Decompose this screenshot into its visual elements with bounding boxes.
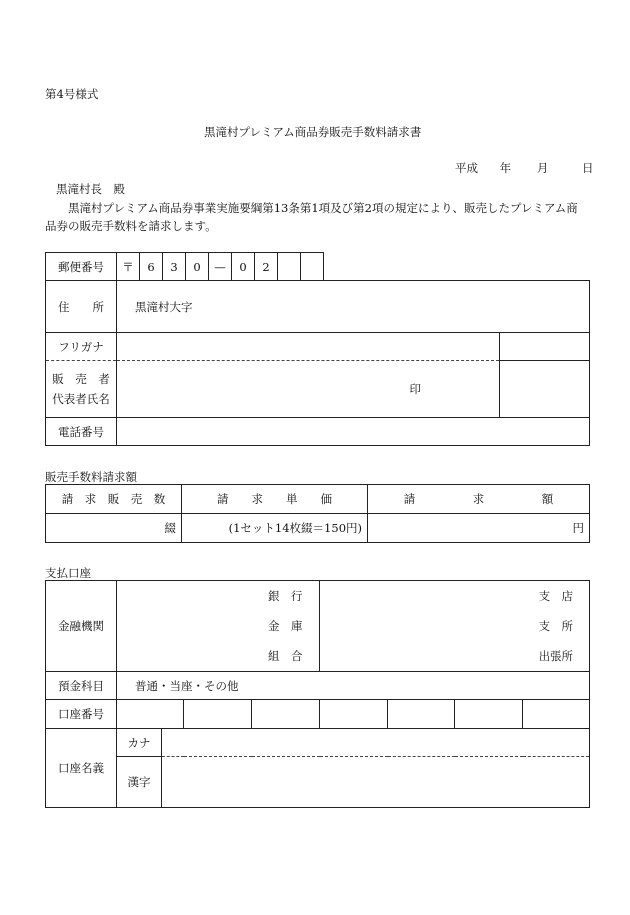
postal-digit[interactable]: 3	[163, 253, 186, 281]
seller-label-1: 販 売 者	[52, 372, 110, 386]
body-line-2: 品券の販売手数料を請求します。	[45, 219, 217, 233]
branch-name-field[interactable]	[320, 581, 523, 672]
fee-header-amount: 請 求 額	[368, 485, 590, 514]
postal-digit[interactable]: —	[209, 253, 232, 281]
date-month: 月	[536, 161, 549, 175]
account-digit[interactable]	[523, 700, 590, 729]
address-label: 住 所	[46, 281, 117, 333]
fee-section-label: 販売手数料請求額	[45, 470, 137, 484]
address-value: 黒滝村大字	[135, 299, 193, 314]
postal-digit[interactable]: 0	[186, 253, 209, 281]
postal-label: 郵便番号	[46, 253, 117, 281]
furigana-side	[500, 333, 590, 361]
addressee: 黒滝村長 殿	[56, 182, 125, 196]
fee-table	[45, 484, 590, 543]
unit-price-note: (1セット14枚綴＝150円)	[228, 521, 362, 535]
seller-side	[500, 361, 590, 418]
fee-price-cell	[182, 514, 368, 543]
bank-type-bank: 銀 行	[268, 589, 303, 603]
furigana-field[interactable]	[117, 333, 500, 361]
deposit-options: 普通・当座・その他	[135, 678, 239, 693]
postal-digit[interactable]: 0	[232, 253, 255, 281]
deposit-field[interactable]	[117, 672, 590, 700]
account-digit[interactable]	[252, 700, 320, 729]
account-digit[interactable]	[455, 700, 523, 729]
fee-header-price: 請 求 単 価	[182, 485, 368, 514]
account-table	[45, 580, 590, 808]
postal-digit[interactable]	[301, 253, 324, 281]
kanji-label: 漢字	[117, 757, 162, 808]
fee-header-count: 請 求 販 売 数	[46, 485, 182, 514]
holder-kanji-field[interactable]	[162, 757, 590, 808]
postal-digit[interactable]: 6	[140, 253, 163, 281]
branch-type-shisho: 支 所	[538, 619, 574, 633]
account-digit[interactable]	[320, 700, 388, 729]
account-digit[interactable]	[184, 700, 252, 729]
page-title: 黒滝村プレミアム商品券販売手数料請求書	[204, 125, 422, 139]
seller-name-field[interactable]	[117, 361, 500, 418]
phone-field[interactable]	[117, 418, 590, 446]
date-era: 平成	[455, 161, 478, 175]
branch-type-shiten: 支 店	[538, 589, 574, 603]
holder-label: 口座名義	[46, 729, 117, 808]
deposit-label: 預金科目	[46, 672, 117, 700]
fee-count-field[interactable]	[46, 514, 182, 543]
applicant-table	[45, 280, 590, 446]
amount-unit: 円	[572, 521, 584, 535]
postal-digit[interactable]: 2	[255, 253, 278, 281]
postal-table	[45, 252, 324, 281]
account-digit[interactable]	[117, 700, 184, 729]
address-field[interactable]	[117, 281, 590, 333]
bank-type-kumiai: 組 合	[268, 649, 303, 663]
date-day: 日	[581, 161, 594, 175]
date-line	[455, 160, 593, 176]
account-number-label: 口座番号	[46, 700, 117, 729]
seal-mark: 印	[409, 382, 421, 396]
postal-digit[interactable]	[278, 253, 301, 281]
phone-label: 電話番号	[46, 418, 117, 446]
body-line-1: 黒滝村プレミアム商品券事業実施要綱第13条第1項及び第2項の規定により、販売したプレミアム商	[68, 201, 578, 215]
bank-type-shinkin: 金 庫	[268, 619, 303, 633]
account-digit[interactable]	[388, 700, 455, 729]
kana-label: カナ	[117, 729, 162, 757]
account-section-label: 支払口座	[45, 566, 91, 580]
count-unit: 綴	[164, 521, 176, 535]
furigana-label: フリガナ	[46, 333, 117, 361]
fee-amount-field[interactable]	[368, 514, 590, 543]
postal-digit[interactable]: 〒	[117, 253, 140, 281]
institution-type	[252, 581, 320, 672]
institution-name-field[interactable]	[117, 581, 252, 672]
date-year: 年	[499, 161, 512, 175]
seller-label-2: 代表者氏名	[52, 392, 110, 406]
institution-label: 金融機関	[46, 581, 117, 672]
branch-type-shucchojo: 出張所	[538, 649, 574, 663]
holder-kana-field[interactable]	[162, 729, 590, 757]
seller-label	[46, 361, 117, 418]
form-number: 第4号様式	[45, 87, 99, 101]
branch-type	[523, 581, 590, 672]
